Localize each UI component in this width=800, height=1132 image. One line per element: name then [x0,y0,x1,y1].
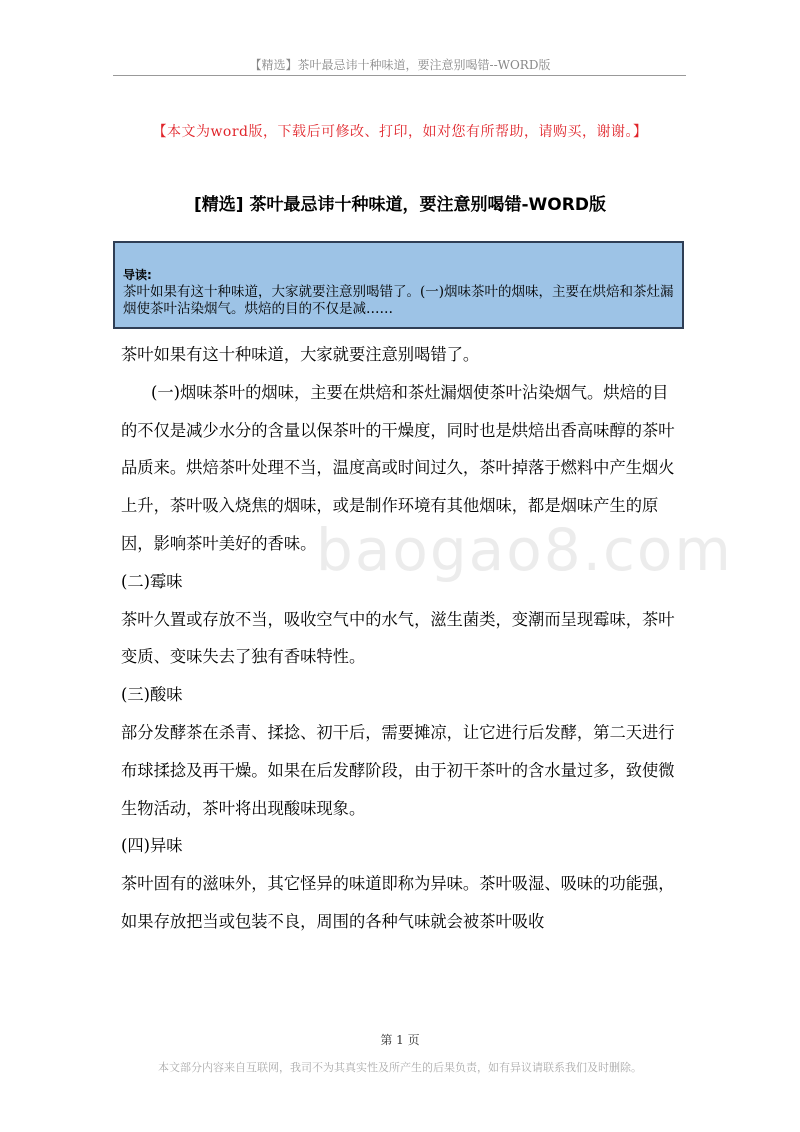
document-title: [精选] 茶叶最忌讳十种味道，要注意别喝错-WORD版 [194,195,606,215]
intro-text: 茶叶如果有这十种味道，大家就要注意别喝错了。(一)烟味茶叶的烟味，主要在烘焙和茶灶漏烟使茶叶沾染烟气。烘焙的目的不仅是减…… [123,284,674,317]
watermark: baogao8.com [316,516,733,584]
section-heading: (二)霉味 [121,571,183,591]
intro-box [113,241,684,329]
page-number: 第 1 页 [380,1033,420,1047]
paragraph: 部分发酵茶在杀青、揉捻、初干后，需要摊凉，让它进行后发酵，第二天进行布球揉捻及再干燥。如果在后发酵阶段，由于初干茶叶的含水量过多，致使微生物活动，茶叶将出现酸味现象。 [121,722,675,818]
footer-disclaimer: 本文部分内容来自互联网，我司不为其真实性及所产生的后果负责，如有异议请联系我们及时删除。 [158,1061,642,1074]
section-heading: (三)酸味 [121,685,183,705]
paragraph: 茶叶久置或存放不当，吸收空气中的水气，滋生菌类，变潮而呈现霉味，茶叶变质、变味失去了独有香味特性。 [121,609,675,667]
paragraph: 茶叶固有的滋味外，其它怪异的味道即称为异味。茶叶吸湿、吸味的功能强，如果存放把当或包装不良，周围的各种气味就会被茶叶吸收 [121,874,675,931]
paragraph: 茶叶如果有这十种味道，大家就要注意别喝错了。 [121,345,480,364]
section-heading: (四)异味 [121,836,183,856]
document-body [121,336,683,941]
page-header: 【精选】茶叶最忌讳十种味道，要注意别喝错--WORD版 [249,58,551,72]
header-divider [113,75,686,76]
paragraph: (一)烟味茶叶的烟味，主要在烘焙和茶灶漏烟使茶叶沾染烟气。烘焙的目的不仅是减少水分的含量以保茶叶的干燥度，同时也是烘焙出香高味醇的茶叶品质来。烘焙茶叶处理不当，温度高或时间过久，茶叶掉落于燃料中产生烟火上升，茶叶吸入烧焦的烟味，或是制作环境有其他烟味，都是烟味产生的原因，影响茶叶美好的香味。 [121,382,675,553]
intro-label: 导读: [123,268,152,282]
purchase-notice: 【本文为word版，下载后可修改、打印，如对您有所帮助，请购买，谢谢。】 [152,124,648,140]
